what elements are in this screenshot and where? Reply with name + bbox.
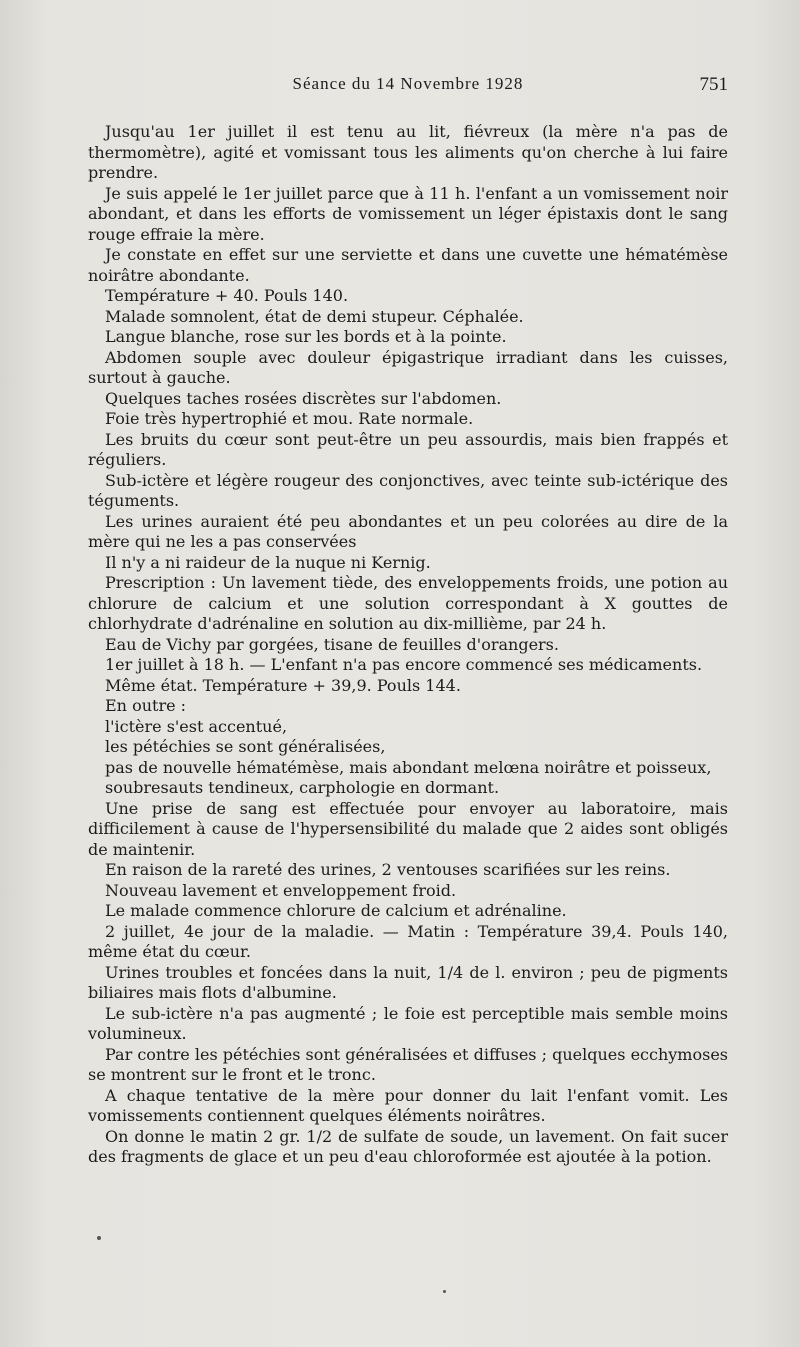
paragraph: Jusqu'au 1er juillet il est tenu au lit, fiévreux (la mère n'a pas de thermomètre), agité et vomissant tous les aliments qu'on cherche à lui faire prendre.	[88, 122, 728, 182]
ink-speck	[443, 1290, 446, 1293]
paragraph: Température + 40. Pouls 140.	[105, 286, 349, 305]
running-title: Séance du 14 Novembre 1928	[292, 74, 524, 93]
paragraph: Le malade commence chlorure de calcium et adrénaline.	[105, 901, 567, 920]
paragraph: Quelques taches rosées discrètes sur l'abdomen.	[105, 388, 502, 408]
page-number: 751	[699, 74, 728, 95]
paragraph: On donne le matin 2 gr. 1/2 de sulfate de soude, un lavement. On fait sucer des fragments de glace et un peu d'eau chloroformée est ajoutée à la potion.	[88, 1126, 728, 1166]
paragraph: Les bruits du cœur sont peut-être un peu assourdis, mais bien frappés et réguliers.	[88, 429, 728, 469]
paragraph: En raison de la rareté des urines, 2 ventouses scarifiées sur les reins.	[105, 860, 671, 879]
paragraph: Même état. Température + 39,9. Pouls 144.	[105, 675, 461, 695]
paragraph: l'ictère s'est accentué,	[105, 716, 288, 736]
paragraph-dated: 2 juillet, 4e jour de la maladie. — Matin : Température 39,4. Pouls 140, même état du cœur.	[88, 921, 728, 961]
paragraph: Les urines auraient été peu abondantes et un peu colorées au dire de la mère qui ne les a pas conservées	[88, 511, 728, 551]
paragraph: Nouveau lavement et enveloppement froid.	[105, 880, 457, 900]
paragraph: pas de nouvelle hématémèse, mais abondant melœna noirâtre et poisseux,	[105, 757, 712, 777]
paragraph: Eau de Vichy par gorgées, tisane de feuilles d'orangers.	[105, 634, 559, 654]
paragraph: Sub-ictère et légère rougeur des conjonctives, avec teinte sub-ictérique des téguments.	[88, 470, 728, 510]
body-text	[88, 122, 728, 1168]
paragraph: Je suis appelé le 1er juillet parce que à 11 h. l'enfant a un vomissement noir abondant, et dans les efforts de vomissement un léger épistaxis dont le sang rouge effraie la mère.	[88, 183, 728, 244]
paragraph: En outre :	[105, 696, 187, 715]
paragraph: soubresauts tendineux, carphologie en dormant.	[105, 778, 500, 797]
page-header	[88, 74, 728, 102]
paragraph: Par contre les pétéchies sont généralisées et diffuses ; quelques ecchymoses se montrent sur le front et le tronc.	[88, 1044, 728, 1084]
paragraph: Une prise de sang est effectuée pour envoyer au laboratoire, mais difficilement à cause de l'hypersensibilité du malade que 2 aides sont obligés de maintenir.	[88, 798, 728, 859]
paragraph: Abdomen souple avec douleur épigastrique irradiant dans les cuisses, surtout à gauche.	[88, 347, 728, 387]
paragraph: Langue blanche, rose sur les bords et à la pointe.	[105, 327, 507, 346]
paragraph: Prescription : Un lavement tiède, des enveloppements froids, une potion au chlorure de calcium et une solution correspondant à X gouttes de chlorhydrate d'adrénaline en solution au dix-millième, par 24 h.	[88, 573, 728, 633]
paragraph: Urines troubles et foncées dans la nuit, 1/4 de l. environ ; peu de pigments biliaires mais flots d'albumine.	[88, 962, 728, 1002]
paragraph: A chaque tentative de la mère pour donner du lait l'enfant vomit. Les vomissements contiennent quelques éléments noirâtres.	[88, 1085, 728, 1125]
paragraph: les pétéchies se sont généralisées,	[105, 737, 386, 756]
paragraph-dated: 1er juillet à 18 h. — L'enfant n'a pas encore commencé ses médicaments.	[105, 655, 703, 674]
paragraph: Il n'y a ni raideur de la nuque ni Kernig.	[105, 552, 431, 572]
paragraph: Malade somnolent, état de demi stupeur. Céphalée.	[105, 306, 524, 326]
paragraph: Je constate en effet sur une serviette et dans une cuvette une hématémèse noirâtre abondante.	[88, 245, 728, 285]
paragraph: Foie très hypertrophié et mou. Rate normale.	[105, 409, 474, 428]
ink-speck	[97, 1236, 101, 1240]
paragraph: Le sub-ictère n'a pas augmenté ; le foie est perceptible mais semble moins volumineux.	[88, 1003, 728, 1043]
